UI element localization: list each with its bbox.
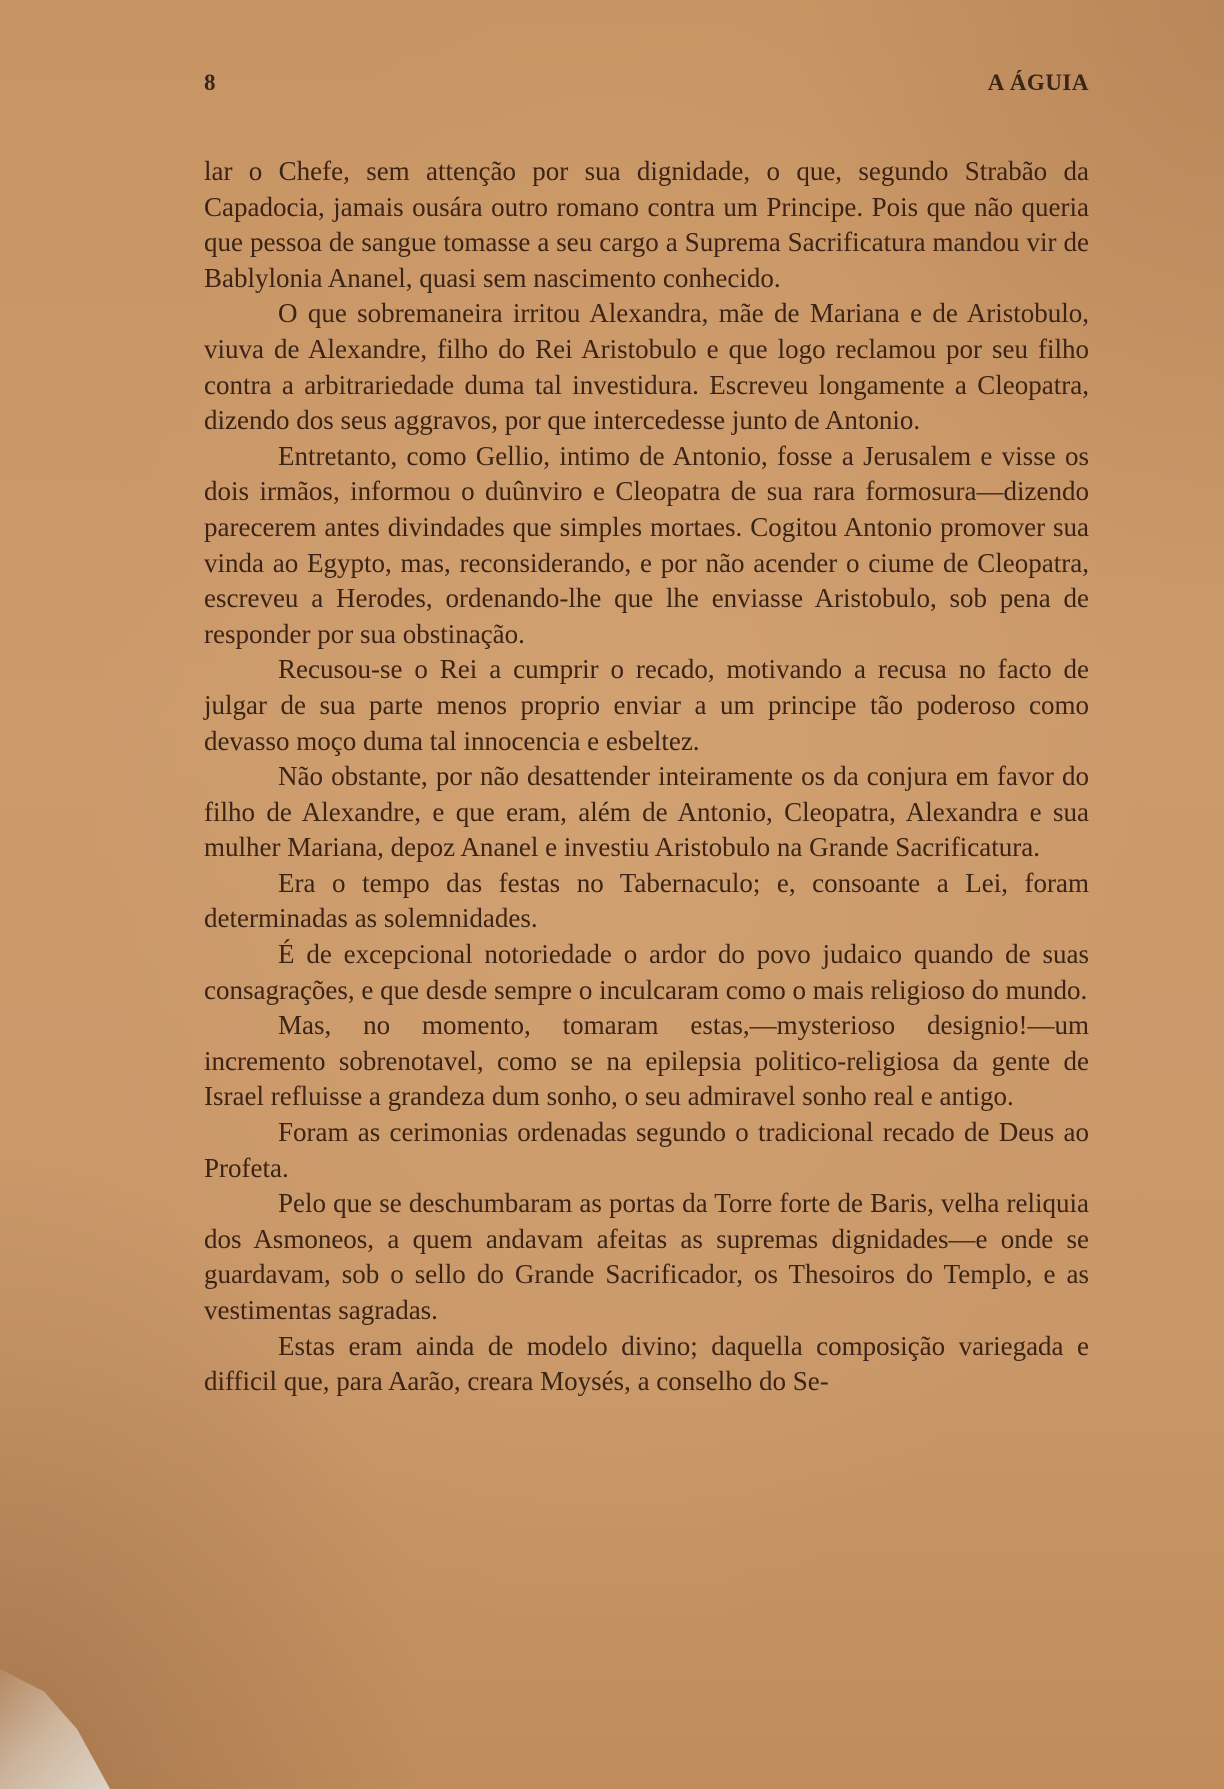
torn-corner bbox=[0, 1639, 110, 1789]
body-text bbox=[204, 154, 1089, 1400]
paragraph: Não obstante, por não desattender inteiramente os da conjura em favor do filho de Alexandre, e que eram, além de Antonio, Cleopatra, Alexandra e sua mulher Mariana, depoz Ananel e investiu Aristobulo na Grande Sacrificatura. bbox=[204, 761, 1089, 863]
running-title: A ÁGUIA bbox=[987, 70, 1089, 95]
paragraph: Recusou-se o Rei a cumprir o recado, motivando a recusa no facto de julgar de sua parte menos proprio enviar a um principe tão poderoso como devasso moço duma tal innocencia e esbeltez. bbox=[204, 654, 1089, 756]
paragraph: É de excepcional notoriedade o ardor do povo judaico quando de suas consagrações, e que desde sempre o inculcaram como o mais religioso do mundo. bbox=[204, 939, 1089, 1005]
page-header bbox=[204, 70, 1089, 100]
paragraph: Foram as cerimonias ordenadas segundo o tradicional recado de Deus ao Profeta. bbox=[204, 1117, 1089, 1183]
paragraph: Mas, no momento, tomaram estas,—mysterioso designio!—um incremento sobrenotavel, como se na epilepsia politico-religiosa da gente de Israel refluisse a grandeza dum sonho, o seu admiravel sonho real e antigo. bbox=[204, 1010, 1089, 1112]
paragraph: Era o tempo das festas no Tabernaculo; e, consoante a Lei, foram determinadas as solemnidades. bbox=[204, 867, 1089, 934]
paragraph: Entretanto, como Gellio, intimo de Antonio, fosse a Jerusalem e visse os dois irmãos, informou o duûnviro e Cleopatra de sua rara formosura—dizendo parecerem antes divindades que simples mortaes. Cogitou Antonio promover sua vinda ao Egypto, mas, reconsiderando, e por não acender o ciume de Cleopatra, escreveu a Herodes, ordenando-lhe que lhe enviasse Aristobulo, sob pena de responder por sua obstinação. bbox=[204, 440, 1089, 649]
page-number: 8 bbox=[204, 70, 216, 95]
paragraph: O que sobremaneira irritou Alexandra, mãe de Mariana e de Aristobulo, viuva de Alexandre, filho do Rei Aristobulo e que logo reclamou por seu filho contra a arbitrariedade duma tal investidura. Escreveu longamente a Cleopatra, dizendo dos seus aggravos, por que intercedesse junto de Antonio. bbox=[204, 298, 1089, 436]
paragraph: lar o Chefe, sem attenção por sua dignidade, o que, segundo Strabão da Capadocia, jamais ousára outro romano contra um Principe. Pois que não queria que pessoa de sangue tomasse a seu cargo a Suprema Sacrificatura mandou vir de Bablylonia Ananel, quasi sem nascimento conhecido. bbox=[204, 156, 1089, 293]
paragraph: Estas eram ainda de modelo divino; daquella composição variegada e difficil que, para Aarão, creara Moysés, a conselho do Se- bbox=[204, 1330, 1089, 1397]
paragraph: Pelo que se deschumbaram as portas da Torre forte de Baris, velha reliquia dos Asmoneos, a quem andavam afeitas as supremas dignidades—e onde se guardavam, sob o sello do Grande Sacrificador, os Thesoiros do Templo, e as vestimentas sagradas. bbox=[204, 1188, 1089, 1325]
